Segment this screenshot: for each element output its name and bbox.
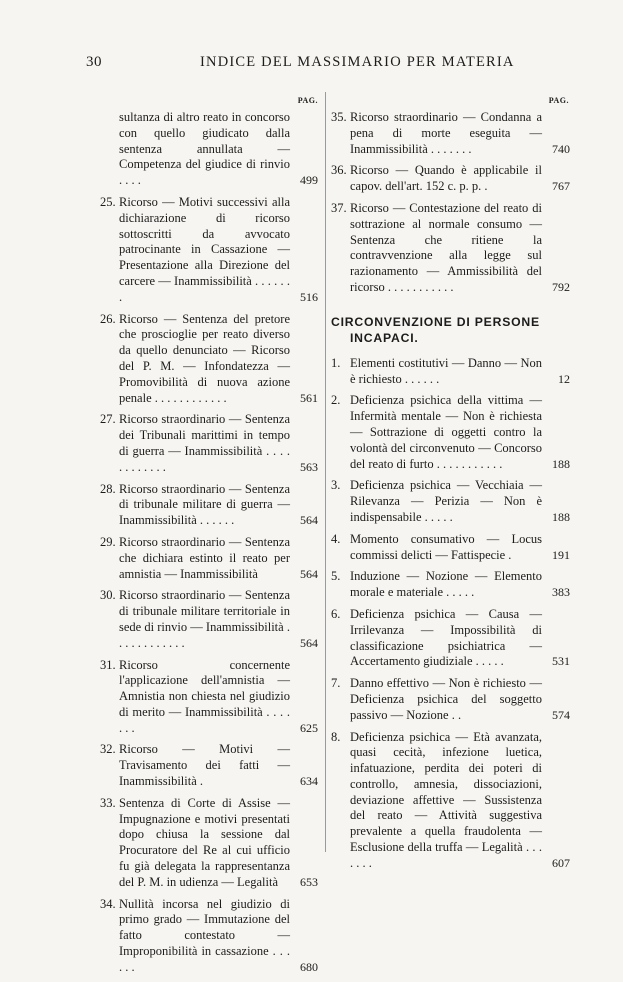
- page-reference: 564: [300, 635, 318, 650]
- index-entry: [100, 195, 318, 306]
- page-reference: 574: [552, 707, 570, 722]
- entry-number: 28.: [100, 481, 116, 496]
- entry-text: Momento consumativo — Locus commissi delicti — Fattispecie .: [350, 531, 542, 562]
- entry-number: 33.: [100, 795, 116, 810]
- entry-text: Ricorso straordinario — Sentenza di tribunale militare territoriale in sede di rinvio — Inammissibilità . . . . . . . . . . . .: [119, 588, 290, 650]
- index-entry: [100, 658, 318, 737]
- index-entry: [331, 730, 570, 872]
- column-divider: [325, 92, 326, 852]
- entry-text: Ricorso straordinario — Condanna a pena di morte eseguita — Inammissibilità . . . . . . .: [350, 110, 542, 156]
- index-entry: [331, 201, 570, 296]
- left-entries: [100, 110, 318, 982]
- page-header: [0, 54, 623, 76]
- entry-number: 35.: [331, 110, 347, 124]
- entries-group-circonvenzione: [331, 356, 570, 872]
- entry-text: Ricorso concernente l'applicazione dell'amnistia — Amnistia non chiesta nel giudizio di merito — Inammissibilità . . . . . . .: [119, 657, 290, 735]
- entry-number: 31.: [100, 657, 116, 672]
- entry-text: Sentenza di Corte di Assise — Impugnazione e motivi presentati dopo chiusa la sessione dal Procuratore del Re al cui ufficio fu già delegata la rappresentanza del P. M. in udienza — Legalità: [119, 795, 290, 889]
- entry-text: Ricorso — Sentenza del pretore che proscioglie per reato diverso da quello denunciato — Ricorso del P. M. — Infondatezza — Promovibilità di nuova azione penale . . . . . . . . . . . .: [119, 311, 290, 405]
- index-entry: [100, 897, 318, 976]
- entry-text: Deficienza psichica — Causa — Irrilevanza — Impossibilità di classificazione psichiatrica — Accertamento giudiziale . . . . .: [350, 606, 542, 669]
- index-entry: [100, 312, 318, 407]
- page-reference: 191: [552, 547, 570, 562]
- index-entry: [100, 588, 318, 651]
- index-entry: [100, 535, 318, 582]
- index-entry: [331, 607, 570, 670]
- running-title: INDICE DEL MASSIMARIO PER MATERIA: [200, 54, 515, 70]
- index-entry: [331, 569, 570, 601]
- entry-text: Deficienza psichica — Vecchiaia — Rilevanza — Perizia — Non è indispensabile . . . . .: [350, 478, 542, 524]
- index-entry: [100, 742, 318, 789]
- entry-text: Ricorso straordinario — Sentenza dei Tribunali marittimi in tempo di guerra — Inammissibilità . . . . . . . . . . . .: [119, 412, 290, 474]
- index-entry: [331, 532, 570, 564]
- entry-number: 37.: [331, 200, 347, 215]
- page-reference: 564: [300, 566, 318, 581]
- index-entry: [100, 796, 318, 891]
- entry-number: 26.: [100, 311, 116, 326]
- section-title-line2: INCAPACI.: [350, 330, 419, 345]
- entry-text: Elementi costitutivi — Danno — Non è richiesto . . . . . .: [350, 355, 542, 386]
- entry-number: 36.: [331, 163, 347, 178]
- index-entry: [100, 482, 318, 529]
- entries-group-ricorso: [331, 110, 570, 296]
- entry-number: 7.: [331, 676, 341, 691]
- page-reference: 767: [552, 179, 570, 194]
- entry-text: Nullità incorsa nel giudizio di primo grado — Immutazione del fatto contestato — Improponibilità in cassazione . . . . . .: [119, 896, 290, 974]
- page-reference: 188: [552, 509, 570, 524]
- entry-text: Ricorso straordinario — Sentenza che dichiara estinto il reato per amnistia — Inammissibilità: [119, 534, 290, 581]
- page-reference: 653: [300, 874, 318, 889]
- entry-text: Induzione — Nozione — Elemento morale e materiale . . . . .: [350, 569, 542, 600]
- page-number: 30: [86, 54, 102, 70]
- index-entry: [331, 163, 570, 195]
- pag-label: PAG.: [297, 96, 318, 105]
- page-reference: 531: [552, 654, 570, 669]
- right-entries: [331, 110, 570, 878]
- page-reference: 12: [558, 371, 570, 386]
- entry-number: 4.: [331, 531, 341, 546]
- entry-number: 5.: [331, 569, 341, 584]
- entry-number: 34.: [100, 896, 116, 911]
- page-reference: 188: [552, 456, 570, 471]
- entry-number: 25.: [100, 194, 116, 209]
- page-reference: 634: [300, 774, 318, 789]
- section-title: [331, 314, 570, 346]
- entry-number: 30.: [100, 588, 116, 603]
- page-reference: 792: [552, 279, 570, 294]
- index-entry: [100, 412, 318, 475]
- index-entry: [331, 478, 570, 525]
- index-entry: [331, 676, 570, 723]
- page-reference: 564: [300, 513, 318, 528]
- entry-text: sultanza di altro reato in concorso con quello giudicato dalla sentenza annullata — Competenza del giudice di rinvio . . . .: [119, 110, 290, 188]
- page-reference: 516: [300, 289, 318, 304]
- page-reference: 680: [300, 959, 318, 974]
- page-reference: 607: [552, 855, 570, 870]
- entry-number: 2.: [331, 393, 341, 408]
- entry-number: 8.: [331, 729, 341, 744]
- index-entry: [100, 110, 318, 189]
- pag-label: PAG.: [548, 96, 569, 105]
- page-reference: 561: [300, 390, 318, 405]
- entry-number: 32.: [100, 742, 116, 757]
- index-entry: [331, 393, 570, 472]
- entry-text: Ricorso — Contestazione del reato di sottrazione al normale consumo — Sentenza che ritiene la contravvenzione alla legge sul razionamento — Ammissibilità del ricorso . . . . . . . . . . .: [350, 200, 542, 294]
- entry-number: 29.: [100, 534, 116, 549]
- entry-text: Deficienza psichica della vittima — Infermità mentale — Non è richiesta — Sottrazione di oggetti contro la volontà del circonvenuto — Concorso del reato di furto . . . . . . . . . . .: [350, 393, 542, 471]
- entry-number: 6.: [331, 606, 341, 621]
- index-entry: [331, 356, 570, 388]
- entry-text: Ricorso — Quando è applicabile il capov. dell'art. 152 c. p. p. .: [350, 163, 542, 194]
- page-reference: 563: [300, 459, 318, 474]
- entry-text: Deficienza psichica — Età avanzata, quasi cecità, infezione luetica, infatuazione, perdita dei poteri di controllo, amnesia, dissociazioni, deviazione affettive — Sussistenza del reato — Attività suggestiva prevalente a quella fraudolenta — Esclusione della truffa — Legalità . . . . . . .: [350, 729, 542, 870]
- entry-text: Ricorso straordinario — Sentenza di tribunale militare di guerra — Inammissibilità . . . . . .: [119, 481, 290, 528]
- page-reference: 499: [300, 173, 318, 188]
- entry-text: Ricorso — Motivi successivi alla dichiarazione di ricorso sottoscritti da avvocato patrocinante in Cassazione — Presentazione alla Direzione del carcere — Inammissibilità . . . . . . .: [119, 194, 290, 304]
- entry-number: 1.: [331, 355, 341, 370]
- section-title-line1: CIRCONVENZIONE DI PERSONE: [331, 314, 540, 329]
- page-reference: 383: [552, 585, 570, 600]
- page-reference: 625: [300, 720, 318, 735]
- entry-text: Danno effettivo — Non è richiesto — Deficienza psichica del soggetto passivo — Nozione . .: [350, 676, 542, 722]
- page-reference: 740: [552, 141, 570, 156]
- entry-number: 27.: [100, 412, 116, 427]
- entry-text: Ricorso — Motivi — Travisamento dei fatti — Inammissibilità .: [119, 742, 290, 789]
- index-entry: [331, 110, 570, 157]
- entry-number: 3.: [331, 478, 341, 493]
